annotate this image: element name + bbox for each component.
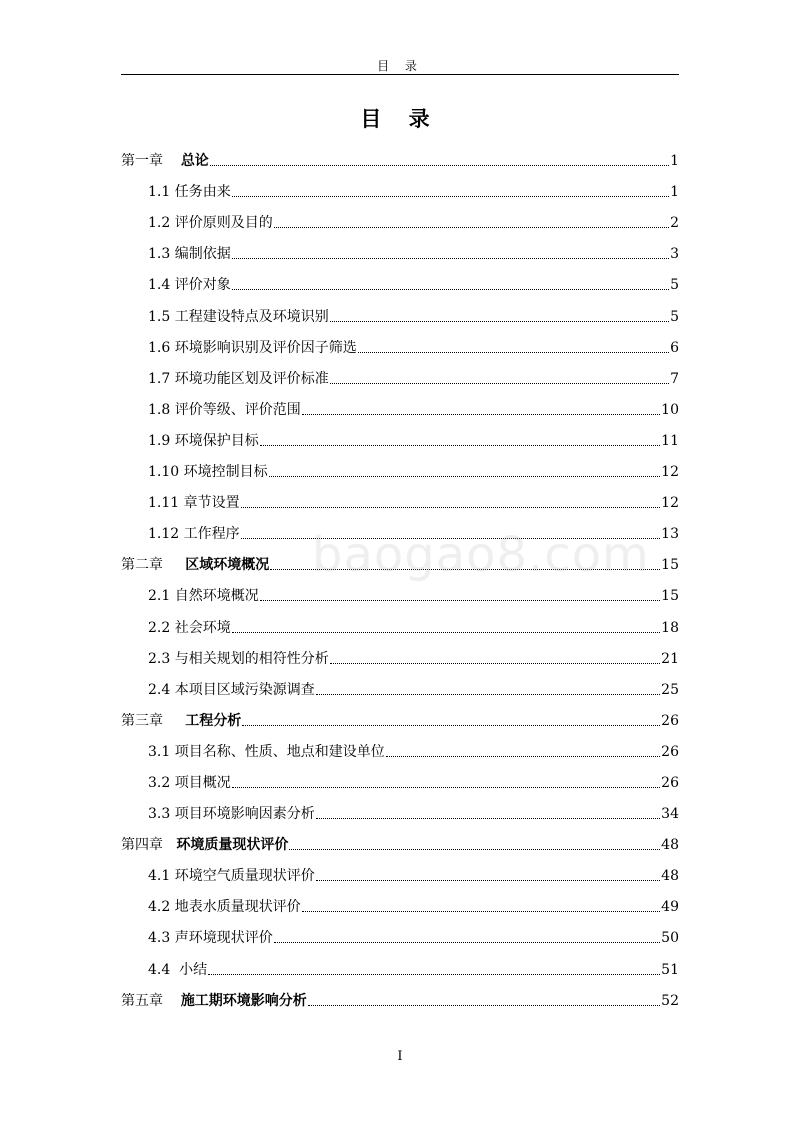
dot-leader [232, 787, 660, 788]
toc-entry-page-number: 34 [661, 806, 679, 823]
toc-entry-page-number: 49 [661, 899, 679, 916]
toc-section-entry[interactable] [121, 730, 679, 761]
dot-leader [289, 849, 660, 850]
toc-entry-page-number: 21 [661, 650, 679, 667]
toc-entry-page-number: 12 [661, 495, 679, 512]
toc-entry-page-number: 1 [670, 153, 679, 170]
toc-entry-page-number: 10 [661, 401, 679, 418]
toc-section-entry[interactable] [121, 357, 679, 388]
toc-section-entry[interactable] [121, 388, 679, 419]
running-header: 目 录 [377, 59, 423, 73]
toc-chapter-entry[interactable] [121, 823, 679, 854]
dot-leader [274, 942, 660, 943]
toc-chapter-entry[interactable] [121, 139, 679, 170]
toc-entry-page-number: 25 [661, 681, 679, 698]
dot-leader [302, 414, 660, 415]
toc-entry-label: 施工期环境影响分析 [180, 992, 307, 1009]
toc-entry-label: 本项目区域污染源调查 [174, 681, 315, 698]
toc-entry-label: 声环境现状评价 [174, 930, 273, 947]
toc-entry-label: 评价原则及目的 [174, 215, 273, 232]
toc-entry-page-number: 15 [661, 557, 679, 574]
toc-entry-number: 1.3 [148, 246, 175, 263]
toc-entry-page-number: 15 [661, 588, 679, 605]
dot-leader [330, 321, 669, 322]
toc-entry-number: 1.1 [148, 184, 175, 201]
dot-leader [269, 476, 661, 477]
toc-entry-label: 评价对象 [174, 277, 231, 294]
toc-entry-label: 工程建设特点及环境识别 [174, 308, 329, 325]
toc-entry-page-number: 26 [661, 774, 679, 791]
toc-entry-number: 4.1 [148, 868, 175, 885]
dot-leader [232, 196, 669, 197]
toc-entry-number: 第四章 [121, 837, 177, 854]
dot-leader [316, 694, 660, 695]
toc-entry-page-number: 18 [661, 619, 679, 636]
toc-entry-number: 2.1 [148, 588, 175, 605]
toc-chapter-entry[interactable] [121, 979, 679, 1010]
dot-leader [330, 663, 660, 664]
dot-leader [260, 445, 660, 446]
dot-leader [302, 911, 660, 912]
toc-entry-number: 3.3 [148, 806, 175, 823]
toc-entry-label: 工程分析 [185, 712, 242, 729]
toc-entry-label: 环境功能区划及评价标准 [174, 370, 329, 387]
dot-leader [270, 569, 660, 570]
dot-leader [308, 1005, 660, 1006]
dot-leader [242, 725, 660, 726]
toc-section-entry[interactable] [121, 947, 679, 978]
toc-entry-number: 4.4 [148, 961, 180, 978]
toc-entry-number: 1.9 [148, 432, 175, 449]
toc-entry-number: 3.1 [148, 743, 175, 760]
dot-leader [316, 818, 660, 819]
toc-entry-number: 第三章 [121, 712, 186, 729]
header-rule [121, 74, 679, 75]
toc-section-entry[interactable] [121, 201, 679, 232]
toc-entry-label: 环境质量现状评价 [176, 837, 289, 854]
dot-leader [210, 165, 669, 166]
toc-section-entry[interactable] [121, 263, 679, 294]
toc-entry-page-number: 11 [661, 432, 679, 449]
dot-leader [232, 289, 669, 290]
table-of-contents [121, 139, 679, 1010]
toc-section-entry[interactable] [121, 885, 679, 916]
toc-section-entry[interactable] [121, 916, 679, 947]
toc-entry-number: 1.5 [148, 308, 175, 325]
toc-section-entry[interactable] [121, 232, 679, 263]
toc-entry-number: 第二章 [121, 557, 186, 574]
watermark: baogao8.com [312, 527, 650, 583]
dot-leader [232, 632, 660, 633]
toc-entry-number: 1.12 [148, 526, 184, 543]
toc-entry-label: 环境保护目标 [174, 432, 259, 449]
toc-entry-label: 项目概况 [174, 774, 231, 791]
dot-leader [330, 383, 669, 384]
toc-entry-label: 环境影响识别及评价因子筛选 [174, 339, 357, 356]
toc-entry-number: 2.4 [148, 681, 175, 698]
toc-entry-page-number: 13 [661, 526, 679, 543]
toc-entry-label: 任务由来 [174, 184, 231, 201]
toc-chapter-entry[interactable] [121, 543, 679, 574]
toc-entry-label: 地表水质量现状评价 [174, 899, 301, 916]
toc-section-entry[interactable] [121, 668, 679, 699]
toc-entry-page-number: 12 [661, 464, 679, 481]
toc-section-entry[interactable] [121, 419, 679, 450]
toc-entry-page-number: 52 [661, 992, 679, 1009]
toc-entry-label: 章节设置 [183, 495, 240, 512]
toc-entry-number: 1.7 [148, 370, 175, 387]
toc-section-entry[interactable] [121, 792, 679, 823]
dot-leader [208, 974, 660, 975]
toc-entry-page-number: 5 [670, 277, 679, 294]
toc-entry-label: 环境控制目标 [183, 464, 268, 481]
toc-section-entry[interactable] [121, 637, 679, 668]
toc-section-entry[interactable] [121, 326, 679, 357]
toc-section-entry[interactable] [121, 294, 679, 325]
toc-entry-number: 2.3 [148, 650, 175, 667]
toc-section-entry[interactable] [121, 761, 679, 792]
toc-entry-number: 1.11 [148, 495, 184, 512]
toc-section-entry[interactable] [121, 605, 679, 636]
footer-page-number: I [397, 1049, 403, 1064]
toc-section-entry[interactable] [121, 450, 679, 481]
toc-entry-page-number: 1 [670, 184, 679, 201]
toc-chapter-entry[interactable] [121, 699, 679, 730]
toc-entry-label: 评价等级、评价范围 [174, 401, 301, 418]
toc-section-entry[interactable] [121, 854, 679, 885]
toc-entry-page-number: 5 [670, 308, 679, 325]
toc-section-entry[interactable] [121, 170, 679, 201]
dot-leader [260, 600, 660, 601]
toc-entry-number: 1.2 [148, 215, 175, 232]
toc-entry-page-number: 2 [670, 215, 679, 232]
dot-leader [274, 227, 669, 228]
toc-entry-number: 1.6 [148, 339, 175, 356]
dot-leader [232, 258, 669, 259]
toc-entry-number: 第一章 [121, 153, 181, 170]
toc-entry-page-number: 26 [661, 743, 679, 760]
toc-entry-label: 区域环境概况 [185, 557, 270, 574]
toc-entry-label: 小结 [179, 961, 208, 978]
toc-title: 目 录 [360, 106, 440, 131]
toc-entry-number: 1.10 [148, 464, 184, 481]
toc-entry-page-number: 50 [661, 930, 679, 947]
dot-leader [358, 352, 669, 353]
toc-entry-label: 编制依据 [174, 246, 231, 263]
toc-entry-label: 与相关规划的相符性分析 [174, 650, 329, 667]
toc-entry-label: 社会环境 [174, 619, 231, 636]
toc-section-entry[interactable] [121, 481, 679, 512]
toc-entry-page-number: 26 [661, 712, 679, 729]
toc-entry-number: 4.3 [148, 930, 175, 947]
toc-entry-number: 3.2 [148, 774, 175, 791]
dot-leader [316, 880, 660, 881]
toc-entry-number: 2.2 [148, 619, 175, 636]
toc-entry-page-number: 3 [670, 246, 679, 263]
toc-entry-label: 项目名称、性质、地点和建设单位 [174, 743, 385, 760]
toc-entry-number: 1.4 [148, 277, 175, 294]
toc-entry-page-number: 51 [661, 961, 679, 978]
toc-entry-number: 第五章 [121, 992, 181, 1009]
dot-leader [241, 538, 661, 539]
toc-entry-page-number: 48 [661, 837, 679, 854]
toc-entry-label: 项目环境影响因素分析 [174, 806, 315, 823]
toc-entry-number: 1.8 [148, 401, 175, 418]
toc-entry-number: 4.2 [148, 899, 175, 916]
toc-entry-label: 工作程序 [183, 526, 240, 543]
dot-leader [241, 507, 661, 508]
toc-section-entry[interactable] [121, 512, 679, 543]
dot-leader [386, 756, 660, 757]
toc-entry-page-number: 6 [670, 339, 679, 356]
toc-entry-label: 环境空气质量现状评价 [174, 868, 315, 885]
toc-section-entry[interactable] [121, 574, 679, 605]
toc-entry-page-number: 48 [661, 868, 679, 885]
toc-entry-label: 自然环境概况 [174, 588, 259, 605]
toc-entry-page-number: 7 [670, 370, 679, 387]
toc-entry-label: 总论 [180, 153, 209, 170]
